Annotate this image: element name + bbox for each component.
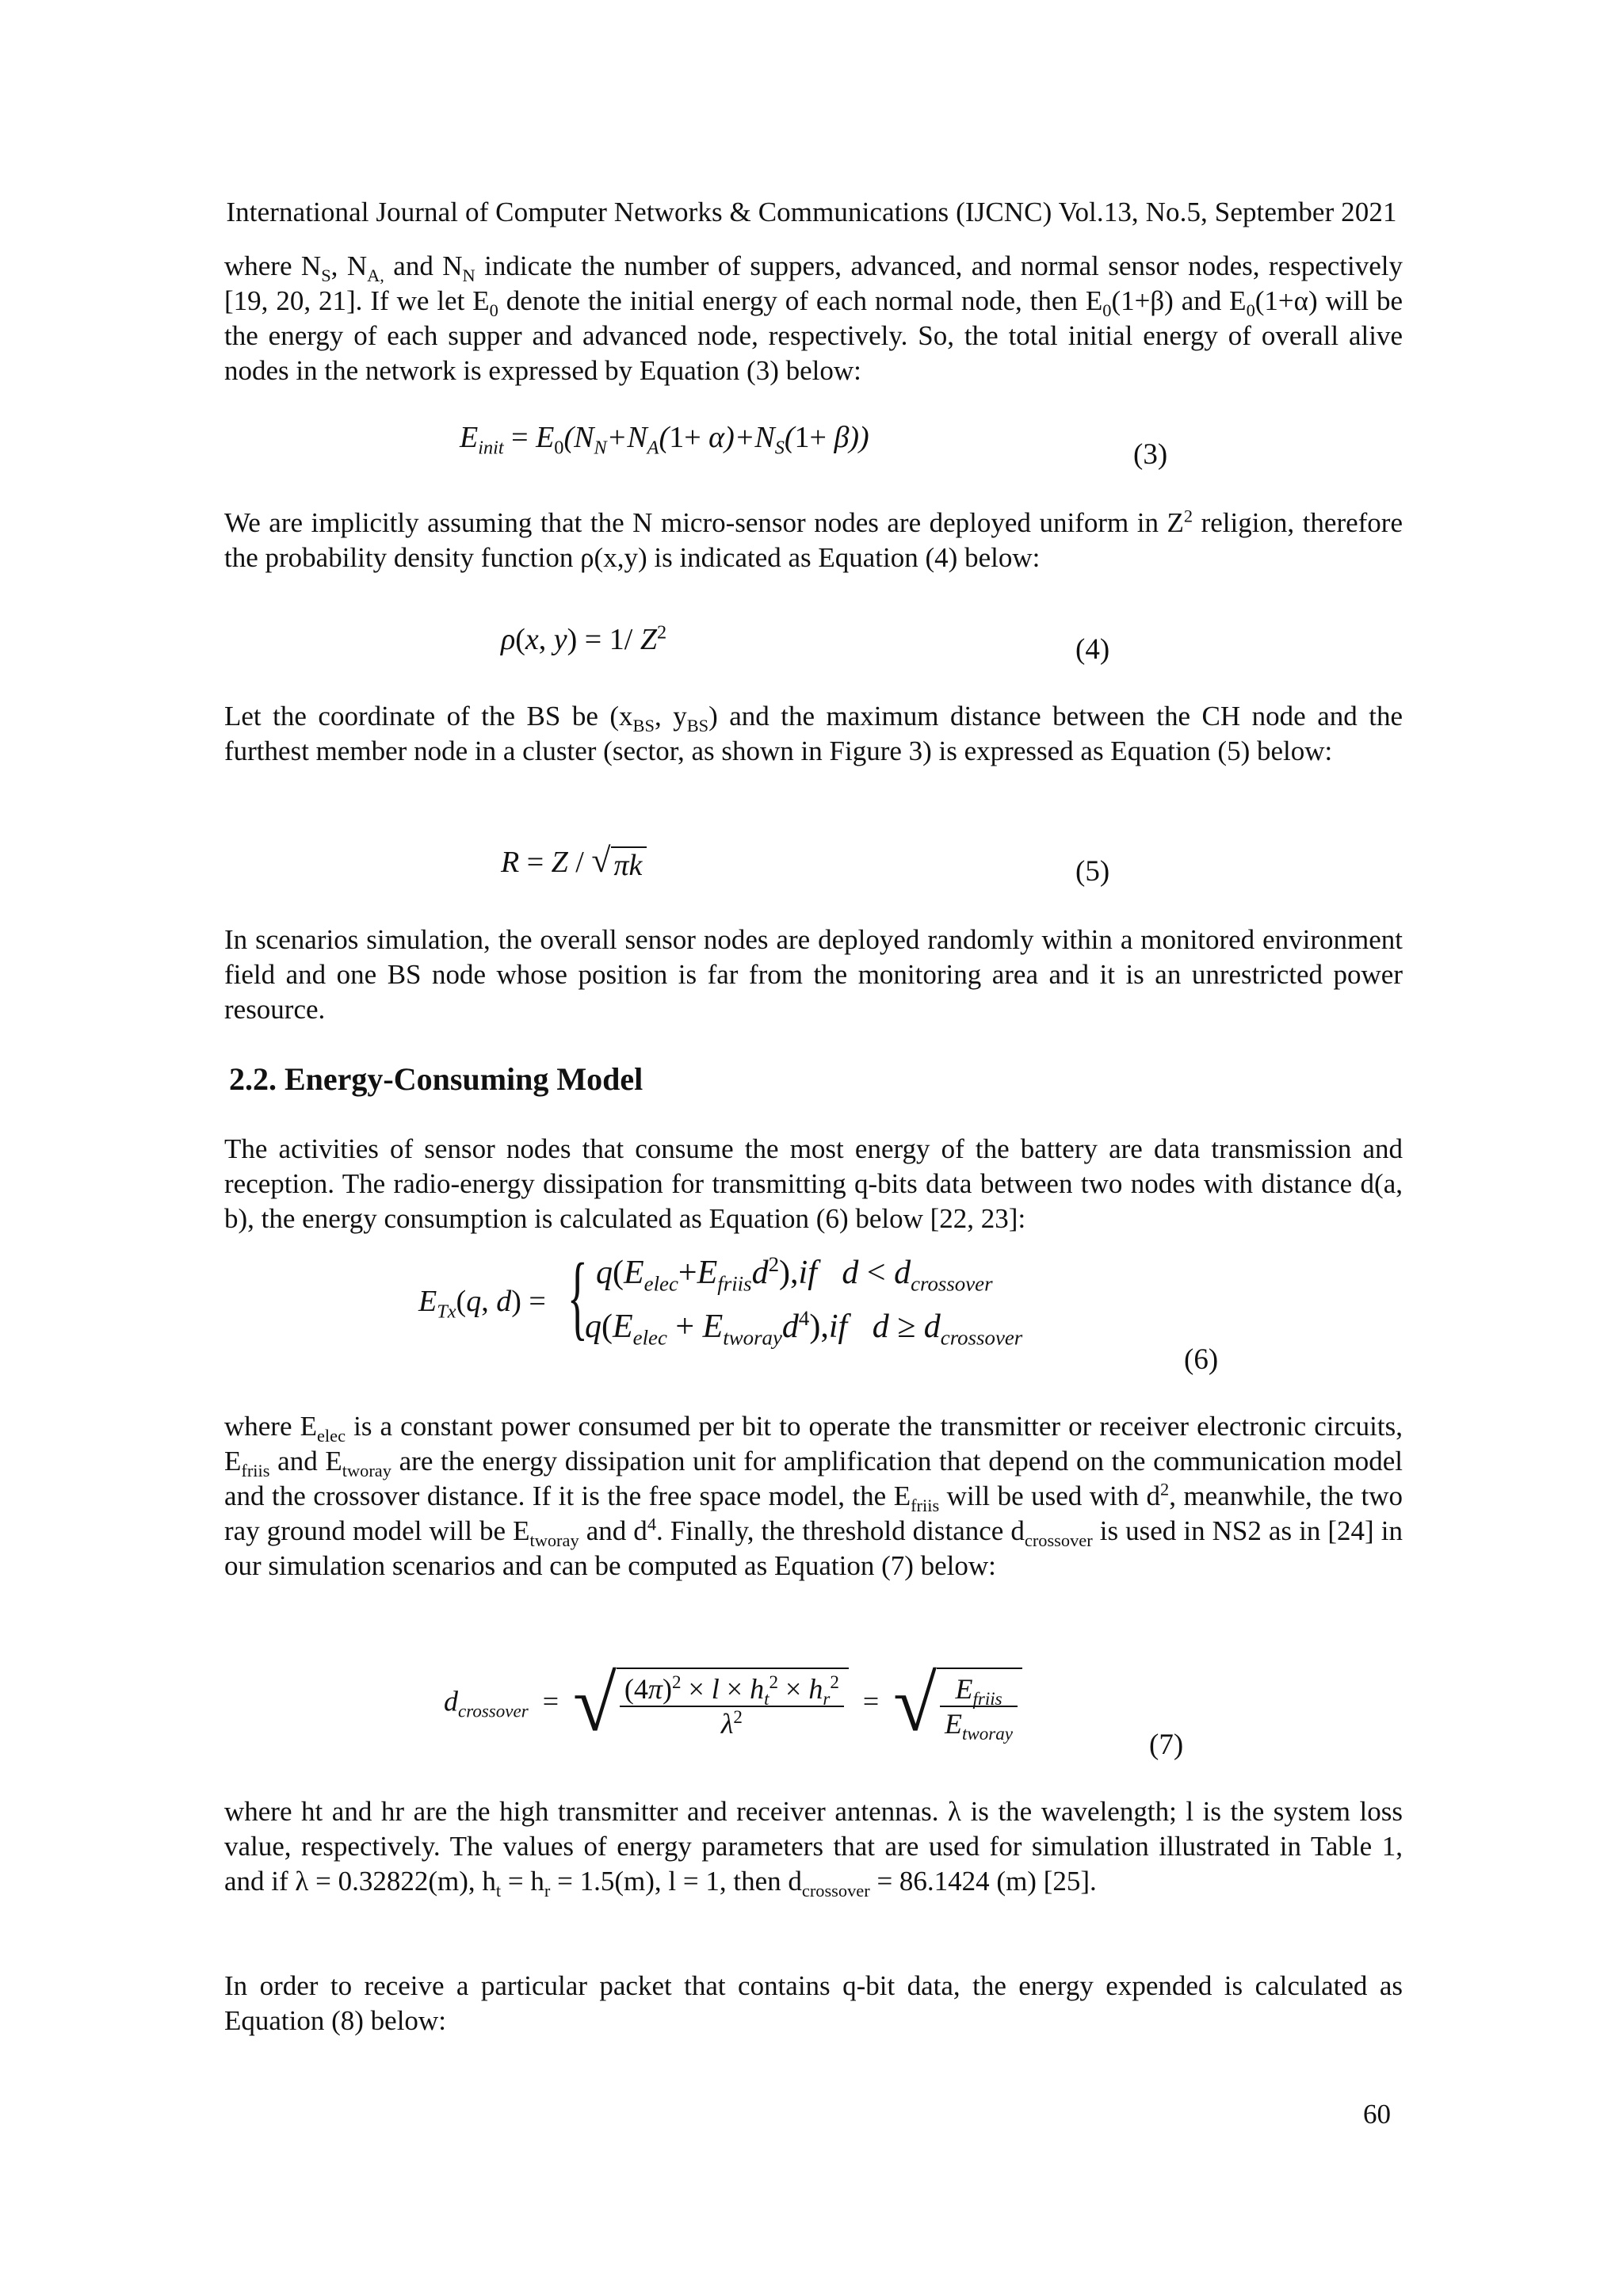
equation-4-number: (4): [1075, 633, 1110, 666]
page-number: 60: [1363, 2099, 1391, 2130]
equation-6-lhs: $E_{Tx}(q$, d) =: [418, 1285, 546, 1323]
equation-5: R = Z / √ πk: [501, 840, 647, 883]
paragraph-antennas: where ht and hr are the high transmitter and receiver antennas. λ is the wavelength; l is the system loss value, respectively. The values of energy parameters that are used for simulation illustrated in Table 1, and if λ = 0.32822(m), $h_t = h_r = 1.5(m)$, l = 1, then $d_{crossover} = 86.1424$ (m) [25].: [224, 1796, 1403, 1901]
equation-5-number: (5): [1075, 855, 1110, 888]
paragraph-node-counts: where $N_S$, $N_{A,}$ and $N_N$ indicate the number of suppers, advanced, and normal sensor nodes, respectively [19, 20, 21]. If we let $E_0$ denote the initial energy of each normal node, then $E_0(1+\beta)$ and $E_0(1+\alpha)$ will be the energy of each supper and advanced node, respectively. So, the total initial energy of overall alive nodes in the network is expressed by Equation (3) below:: [224, 250, 1403, 386]
equation-6-case-2: $q(E_{elec} + E_{tworay}d^4),if$ $d \ge d_{crossover}$: [585, 1306, 1023, 1350]
equation-6-number: (6): [1184, 1343, 1219, 1376]
equation-3-number: (3): [1133, 438, 1168, 471]
paragraph-max-distance: Let the coordinate of the BS be ($x_{BS}$, $y_{BS}$) and the maximum distance between the CH node and the furthest member node in a cluster (sector, as shown in Figure 3) is expressed as Equation (5) below:: [224, 701, 1403, 766]
paragraph-scenarios: In scenarios simulation, the overall sensor nodes are deployed randomly within a monitored environment field and one BS node whose position is far from the monitoring area and it is an unrestricted power resource.: [224, 924, 1403, 1025]
paragraph-receive-energy: In order to receive a particular packet that contains q-bit data, the energy expended is calculated as Equation (8) below:: [224, 1970, 1403, 2036]
equation-6-case-1: $q(E_{elec}+E_{friis}d^2),if$ $d < d_{crossover}$: [596, 1252, 993, 1296]
paragraph-energy-params: where $E_{elec}$ is a constant power consumed per bit to operate the transmitter or receiver electronic circuits, $E_{friis}$ and $E_{tworay}$ are the energy dissipation unit for amplification that depend on the communication model and the crossover distance. If it is the free space model, the $E_{friis}$ will be used with $d^2$, meanwhile, the two ray ground model will be $E_{tworay}$ and $d^4$. Finally, the threshold distance $d_{crossover}$ is used in NS2 as in [24] in our simulation scenarios and can be computed as Equation (7) below:: [224, 1411, 1403, 1581]
journal-header: International Journal of Computer Networks & Communications (IJCNC) Vol.13, No.5, September 2021: [226, 197, 1397, 227]
equation-7-number: (7): [1149, 1729, 1184, 1761]
equation-7: $d_{crossover}$ = √ $\frac{(4\pi)^2 \times l \times h_t^2 \times h_r^2}{\lambda^2}$ = √ $\frac{E_{friis}}{E_{tworay}}$: [444, 1664, 1022, 1744]
paragraph-energy-model: The activities of sensor nodes that consume the most energy of the battery are data transmission and reception. The radio-energy dissipation for transmitting q-bits data between two nodes with distance d(a, b), the energy consumption is calculated as Equation (6) below [22, 23]:: [224, 1133, 1403, 1234]
equation-4: ρ(x, y) = 1/ $Z^2$: [501, 621, 667, 656]
equation-6-brace: {: [567, 1244, 588, 1349]
paragraph-density: We are implicitly assuming that the N micro-sensor nodes are deployed uniform in $Z^2$ religion, therefore the probability density function ρ(x,y) is indicated as Equation (4) below:: [224, 506, 1403, 573]
section-heading: 2.2. Energy-Consuming Model: [229, 1061, 643, 1097]
equation-3: $E_{init} = E_0(N_N+N_A(1+ \alpha)+N_S(1+ \beta))$: [460, 421, 869, 459]
